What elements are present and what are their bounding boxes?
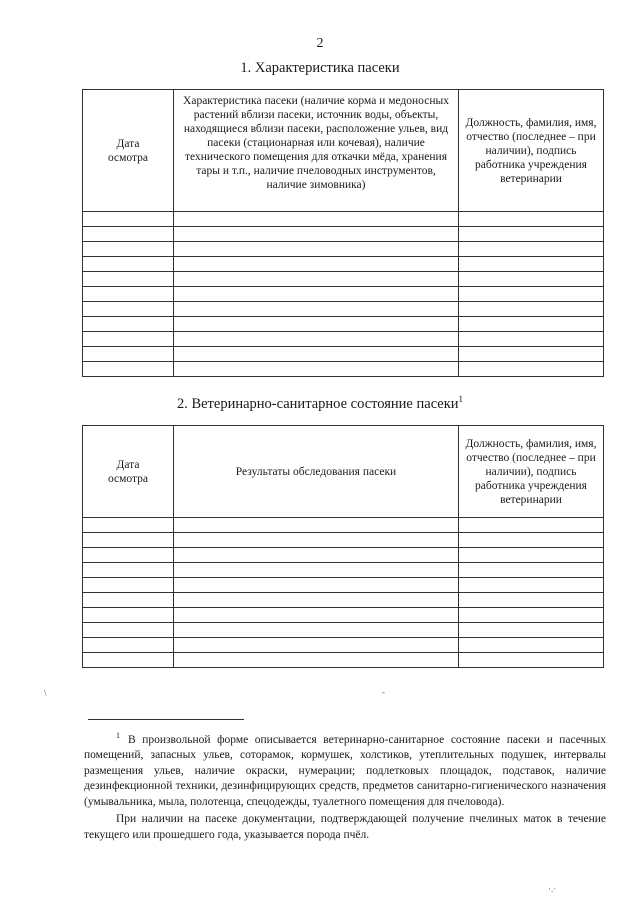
table-row[interactable]: [83, 257, 604, 272]
footnote-divider: [88, 719, 244, 720]
header-date: Дата осмотра: [83, 426, 174, 518]
scan-artifact: \: [44, 688, 47, 698]
table-row[interactable]: [83, 638, 604, 653]
table-row[interactable]: [83, 593, 604, 608]
vet-sanitary-table: [82, 425, 604, 668]
apiary-characteristics-table: [82, 89, 604, 377]
table-row[interactable]: [83, 212, 604, 227]
page-number: 2: [316, 36, 324, 51]
table-row[interactable]: [83, 653, 604, 668]
header-date: Дата осмотра: [83, 90, 174, 212]
table-row[interactable]: [83, 302, 604, 317]
table-row[interactable]: [83, 347, 604, 362]
footnote-text-1: $^1$ В произвольной форме описывается ветеринарно-санитарное состояние пасеки и пасечных помещений, запасных ульев, сотoрамок, кормушек, холстиков, утеплительных подушек, интервалы размещения ульев, наличие окраски, нумерации; подлетковых площадок, подставок, наличие дезинфекционной техники, дезинфицирующих средств, предметов санитарно-гигиенического назначения (умывальника, мыла, полотенца, спецодежды, туалетного помещения для пчеловода).: [84, 731, 606, 808]
table-row[interactable]: [83, 332, 604, 347]
table-row[interactable]: [83, 362, 604, 377]
header-vet-officer: Должность, фамилия, имя, отчество (последнее – при наличии), подпись работника учреждения ветеринарии: [459, 90, 604, 212]
table-row[interactable]: [83, 533, 604, 548]
table-row[interactable]: [83, 623, 604, 638]
table-row[interactable]: [83, 242, 604, 257]
scan-artifact: -: [382, 687, 385, 697]
table-row[interactable]: [83, 608, 604, 623]
table-row[interactable]: [83, 518, 604, 533]
table-row[interactable]: [83, 578, 604, 593]
footnote: [84, 728, 606, 843]
section1-title: 1. Характеристика пасеки: [240, 60, 400, 76]
table-row[interactable]: [83, 548, 604, 563]
table-row[interactable]: [83, 317, 604, 332]
section2-title: 2. Ветеринарно-санитарное состояние пасеки$^1$: [176, 394, 464, 412]
table-row[interactable]: [83, 227, 604, 242]
header-results: Результаты обследования пасеки: [174, 426, 459, 518]
footnote-text-2: При наличии на пасеке документации, подтверждающей получение пчелиных маток в течение текущего или прошедшего года, указывается порода пчёл.: [84, 813, 606, 841]
table-row[interactable]: [83, 287, 604, 302]
table-row[interactable]: [83, 272, 604, 287]
table-row[interactable]: [83, 563, 604, 578]
header-characteristics: Характеристика пасеки (наличие корма и медоносных растений вблизи пасеки, источник воды, объекты, находящиеся вблизи пасеки, расположение ульев, вид пасеки (стационарная или кочевая), наличие технического помещения для откачки мёда, хранения тары и т.п., наличие пчеловодных инструментов, наличие зимовника): [174, 90, 459, 212]
scan-artifact: ·.·: [548, 884, 557, 894]
footnote-ref: 1: [458, 394, 464, 404]
header-vet-officer: Должность, фамилия, имя, отчество (последнее – при наличии), подпись работника учреждения ветеринарии: [459, 426, 604, 518]
